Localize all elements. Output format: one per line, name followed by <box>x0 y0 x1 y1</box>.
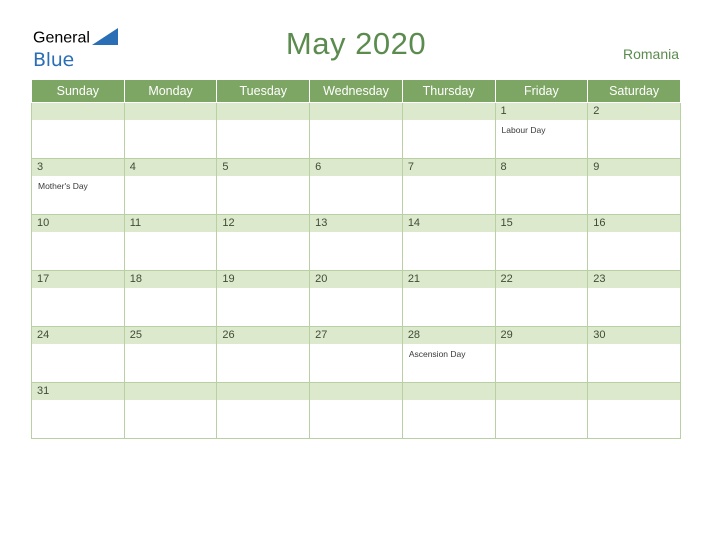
day-event <box>217 233 227 247</box>
day-event <box>310 121 320 135</box>
day-event <box>588 345 598 359</box>
day-cell[interactable] <box>588 271 681 327</box>
day-cell[interactable] <box>310 383 403 439</box>
day-event <box>32 121 42 135</box>
day-event <box>403 233 413 247</box>
day-cell[interactable] <box>310 271 403 327</box>
day-number: 17 <box>32 271 124 288</box>
day-event <box>217 289 227 303</box>
day-cell[interactable] <box>32 327 125 383</box>
weekday-header-tuesday: Tuesday <box>217 80 310 103</box>
day-cell[interactable] <box>32 103 125 159</box>
day-number: 26 <box>217 327 309 344</box>
day-event <box>403 121 413 135</box>
day-number: 30 <box>588 327 680 344</box>
day-event <box>310 401 320 415</box>
day-number: 16 <box>588 215 680 232</box>
day-event: Ascension Day <box>408 349 466 359</box>
day-event <box>217 401 227 415</box>
day-number <box>310 103 402 120</box>
day-number: 21 <box>403 271 495 288</box>
calendar-week-row <box>32 383 681 439</box>
day-event <box>125 345 135 359</box>
day-number: 20 <box>310 271 402 288</box>
day-event <box>588 121 598 135</box>
day-cell[interactable] <box>402 383 495 439</box>
country-label: Romania <box>622 46 679 62</box>
day-number <box>125 103 217 120</box>
day-number: 10 <box>32 215 124 232</box>
page-title: May 2020 <box>285 26 427 61</box>
day-number: 4 <box>125 159 217 176</box>
day-number: 18 <box>125 271 217 288</box>
day-number <box>217 383 309 400</box>
day-cell[interactable] <box>402 327 495 383</box>
day-cell[interactable] <box>217 327 310 383</box>
day-cell[interactable] <box>217 271 310 327</box>
day-cell[interactable] <box>124 103 217 159</box>
weekday-header-sunday: Sunday <box>32 80 125 103</box>
weekday-header-friday: Friday <box>495 80 588 103</box>
day-number <box>217 103 309 120</box>
day-cell[interactable] <box>402 103 495 159</box>
day-event <box>310 289 320 303</box>
weekday-header-monday: Monday <box>124 80 217 103</box>
day-number: 14 <box>403 215 495 232</box>
day-cell[interactable] <box>495 103 588 159</box>
calendar-week-row <box>32 271 681 327</box>
day-event <box>125 121 135 135</box>
calendar-week-row <box>32 159 681 215</box>
day-number: 2 <box>588 103 680 120</box>
day-cell[interactable] <box>495 159 588 215</box>
day-event <box>496 345 506 359</box>
day-number <box>496 383 588 400</box>
day-event <box>496 233 506 247</box>
day-number <box>32 103 124 120</box>
day-cell[interactable] <box>124 327 217 383</box>
day-event <box>588 289 598 303</box>
day-event <box>125 401 135 415</box>
day-number: 29 <box>496 327 588 344</box>
day-number: 9 <box>588 159 680 176</box>
weekday-header-row <box>32 80 681 103</box>
day-event <box>217 121 227 135</box>
weekday-header-thursday: Thursday <box>402 80 495 103</box>
day-cell[interactable] <box>217 159 310 215</box>
day-event <box>496 177 506 191</box>
calendar-week-row <box>32 327 681 383</box>
day-cell[interactable] <box>588 215 681 271</box>
day-event <box>32 233 42 247</box>
logo-text-general: General <box>33 29 90 47</box>
day-event <box>125 233 135 247</box>
day-number: 27 <box>310 327 402 344</box>
day-event <box>403 177 413 191</box>
day-cell[interactable] <box>32 215 125 271</box>
day-event <box>496 289 506 303</box>
day-cell[interactable] <box>124 159 217 215</box>
day-event <box>496 401 506 415</box>
day-cell[interactable] <box>402 271 495 327</box>
day-number: 23 <box>588 271 680 288</box>
day-cell[interactable] <box>32 271 125 327</box>
day-number: 6 <box>310 159 402 176</box>
day-event <box>125 177 135 191</box>
day-number <box>125 383 217 400</box>
day-cell[interactable] <box>310 327 403 383</box>
day-cell[interactable] <box>217 215 310 271</box>
day-number: 1 <box>496 103 588 120</box>
day-cell[interactable] <box>124 215 217 271</box>
day-number: 7 <box>403 159 495 176</box>
day-event <box>588 233 598 247</box>
day-cell[interactable] <box>402 159 495 215</box>
day-event <box>310 177 320 191</box>
day-number: 13 <box>310 215 402 232</box>
day-event <box>217 345 227 359</box>
page-header <box>0 0 712 72</box>
day-cell[interactable] <box>495 383 588 439</box>
calendar-week-row <box>32 215 681 271</box>
day-event <box>310 345 320 359</box>
day-cell[interactable] <box>32 383 125 439</box>
day-number: 12 <box>217 215 309 232</box>
day-number: 25 <box>125 327 217 344</box>
day-cell[interactable] <box>217 383 310 439</box>
day-cell[interactable] <box>124 383 217 439</box>
weekday-header-saturday: Saturday <box>588 80 681 103</box>
day-event <box>588 177 598 191</box>
day-number <box>403 383 495 400</box>
day-cell[interactable] <box>402 215 495 271</box>
day-event <box>32 345 42 359</box>
day-number: 19 <box>217 271 309 288</box>
day-number <box>588 383 680 400</box>
day-number: 28 <box>403 327 495 344</box>
day-cell[interactable] <box>310 103 403 159</box>
day-number: 24 <box>32 327 124 344</box>
day-event <box>403 401 413 415</box>
day-cell[interactable] <box>32 159 125 215</box>
day-event: Mother's Day <box>38 181 88 191</box>
day-number: 5 <box>217 159 309 176</box>
day-event <box>32 401 42 415</box>
calendar-week-row <box>32 103 681 159</box>
day-cell[interactable] <box>124 271 217 327</box>
day-event <box>588 401 598 415</box>
day-number: 11 <box>125 215 217 232</box>
day-number: 8 <box>496 159 588 176</box>
day-number: 22 <box>496 271 588 288</box>
day-number: 3 <box>32 159 124 176</box>
day-cell[interactable] <box>495 271 588 327</box>
day-cell[interactable] <box>217 103 310 159</box>
weekday-header-wednesday: Wednesday <box>310 80 403 103</box>
day-event <box>32 289 42 303</box>
day-number <box>310 383 402 400</box>
day-event <box>310 233 320 247</box>
day-cell[interactable] <box>310 215 403 271</box>
calendar-grid <box>31 79 681 439</box>
day-cell[interactable] <box>495 327 588 383</box>
day-event <box>217 177 227 191</box>
day-cell[interactable] <box>310 159 403 215</box>
day-cell[interactable] <box>588 103 681 159</box>
day-number: 31 <box>32 383 124 400</box>
day-number: 15 <box>496 215 588 232</box>
day-event: Labour Day <box>501 125 546 135</box>
day-cell[interactable] <box>588 383 681 439</box>
day-number <box>403 103 495 120</box>
day-cell[interactable] <box>588 327 681 383</box>
logo-text-blue: Blue <box>33 49 74 71</box>
day-cell[interactable] <box>495 215 588 271</box>
day-event <box>125 289 135 303</box>
day-event <box>403 289 413 303</box>
day-cell[interactable] <box>588 159 681 215</box>
